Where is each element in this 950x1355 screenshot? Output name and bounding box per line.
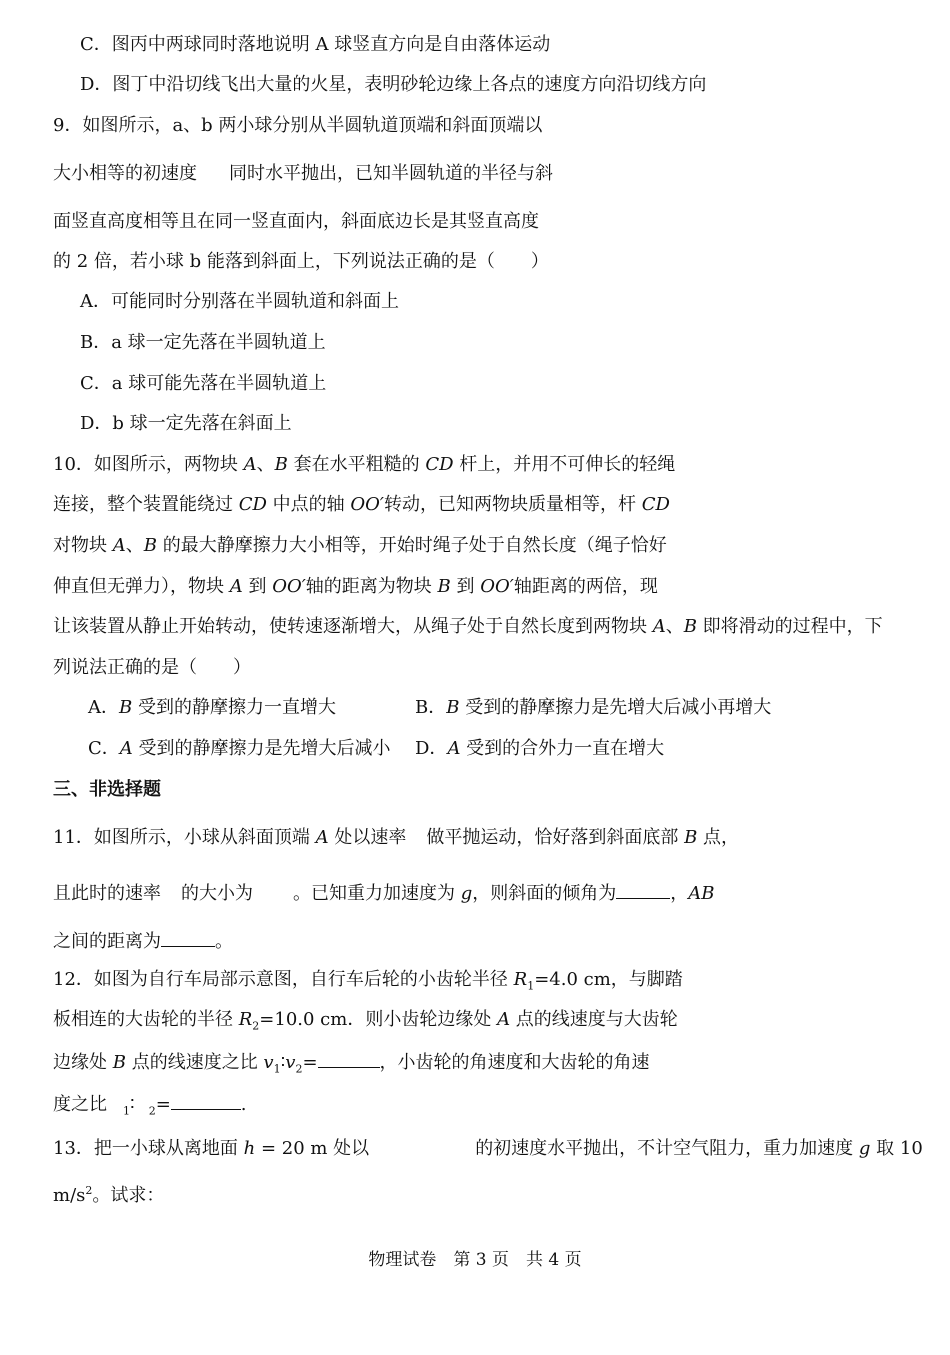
q9-stem-line-1: 9．如图所示，a、b 两小球分别从半圆轨道顶端和斜面顶端以 bbox=[53, 115, 543, 136]
q9-text: 大小相等的初速度 bbox=[53, 163, 197, 184]
q10-stem-line-6: 列说法正确的是（ ） bbox=[53, 657, 251, 678]
q11-stem-line-1: 11．如图所示，小球从斜面顶端 A 处以速率 做平抛运动，恰好落到斜面底部 B 点， bbox=[53, 827, 740, 848]
section-heading: 三、非选择题 bbox=[53, 779, 161, 800]
q12-stem-line-3: 边缘处 B 点的线速度之比 $v_1∶v_2=$ ，小齿轮的角速度和大齿轮的角速 bbox=[53, 1049, 650, 1075]
q12-stem-line-2: 板相连的大齿轮的半径 $R_2=10.0$ cm．则小齿轮边缘处 A 点的线速度与大齿轮 bbox=[53, 1009, 678, 1033]
answer-blank[interactable] bbox=[161, 928, 215, 947]
q13-stem-line-1: 13．把一小球从离地面 h = 20 m 处以 的初速度水平抛出，不计空气阻力，重力加速度 g 取 10 bbox=[53, 1138, 923, 1159]
q9-stem-line-4: 的 2 倍，若小球 b 能落到斜面上，下列说法正确的是（ ） bbox=[53, 251, 549, 272]
q11-stem-line-2: 且此时的速率 的大小为 。已知重力加速度为 g，则斜面的倾角为 ，AB bbox=[53, 880, 715, 906]
answer-blank[interactable] bbox=[318, 1049, 380, 1068]
q10-stem-line-1: 10．如图所示，两物块 A、B 套在水平粗糙的 CD 杆上，并用不可伸长的轻绳 bbox=[53, 454, 676, 475]
q10-stem-line-5: 让该装置从静止开始转动，使转速逐渐增大，从绳子处于自然长度到两物块 A、B 即将滑动的过程中，下 bbox=[53, 616, 883, 637]
q10-stem-line-4: 伸直但无弹力），物块 A 到 OO′轴的距离为物块 B 到 OO′轴距离的两倍，现 bbox=[53, 576, 658, 597]
q10-option-c: C．A 受到的静摩擦力是先增大后减小 bbox=[88, 738, 391, 759]
q8-option-c: C．图丙中两球同时落地说明 A 球竖直方向是自由落体运动 bbox=[80, 34, 551, 55]
q9-option-c: C．a 球可能先落在半圆轨道上 bbox=[80, 373, 327, 394]
q9-stem-line-2 bbox=[53, 162, 553, 186]
q10-stem-line-2: 连接，整个装置能绕过 CD 中点的轴 OO′转动，已知两物块质量相等，杆 CD bbox=[53, 494, 670, 515]
q9-text: 同时水平抛出，已知半圆轨道的半径与斜 bbox=[229, 163, 553, 184]
q10-stem-line-3: 对物块 A、B 的最大静摩擦力大小相等，开始时绳子处于自然长度（绳子恰好 bbox=[53, 535, 667, 556]
answer-blank[interactable] bbox=[171, 1091, 241, 1110]
q9-stem-line-3: 面竖直高度相等且在同一竖直面内，斜面底边长是其竖直高度 bbox=[53, 211, 539, 232]
q10-option-a: A．B 受到的静摩擦力一直增大 bbox=[88, 697, 336, 718]
q12-stem-line-1: 12．如图为自行车局部示意图，自行车后轮的小齿轮半径 $R_1=4.0$ cm，与脚踏 bbox=[53, 969, 683, 993]
q9-option-d: D．b 球一定先落在斜面上 bbox=[80, 413, 292, 434]
q13-stem-line-2: $m/s^2$。试求： bbox=[53, 1184, 165, 1206]
q9-option-b: B．a 球一定先落在半圆轨道上 bbox=[80, 332, 326, 353]
q12-stem-line-4: 度之比 $_1$∶ $_2$= . bbox=[53, 1091, 247, 1117]
answer-blank[interactable] bbox=[616, 880, 670, 899]
q10-option-d: D．A 受到的合外力一直在增大 bbox=[415, 738, 665, 759]
q11-stem-line-3: 之间的距离为 。 bbox=[53, 928, 233, 954]
page-footer: 物理试卷 第 3 页 共 4 页 bbox=[368, 1250, 582, 1270]
q8-option-d: D．图丁中沿切线飞出大量的火星，表明砂轮边缘上各点的速度方向沿切线方向 bbox=[80, 74, 707, 95]
q9-option-a: A．可能同时分别落在半圆轨道和斜面上 bbox=[80, 291, 399, 312]
q10-option-b: B．B 受到的静摩擦力是先增大后减小再增大 bbox=[415, 697, 772, 718]
